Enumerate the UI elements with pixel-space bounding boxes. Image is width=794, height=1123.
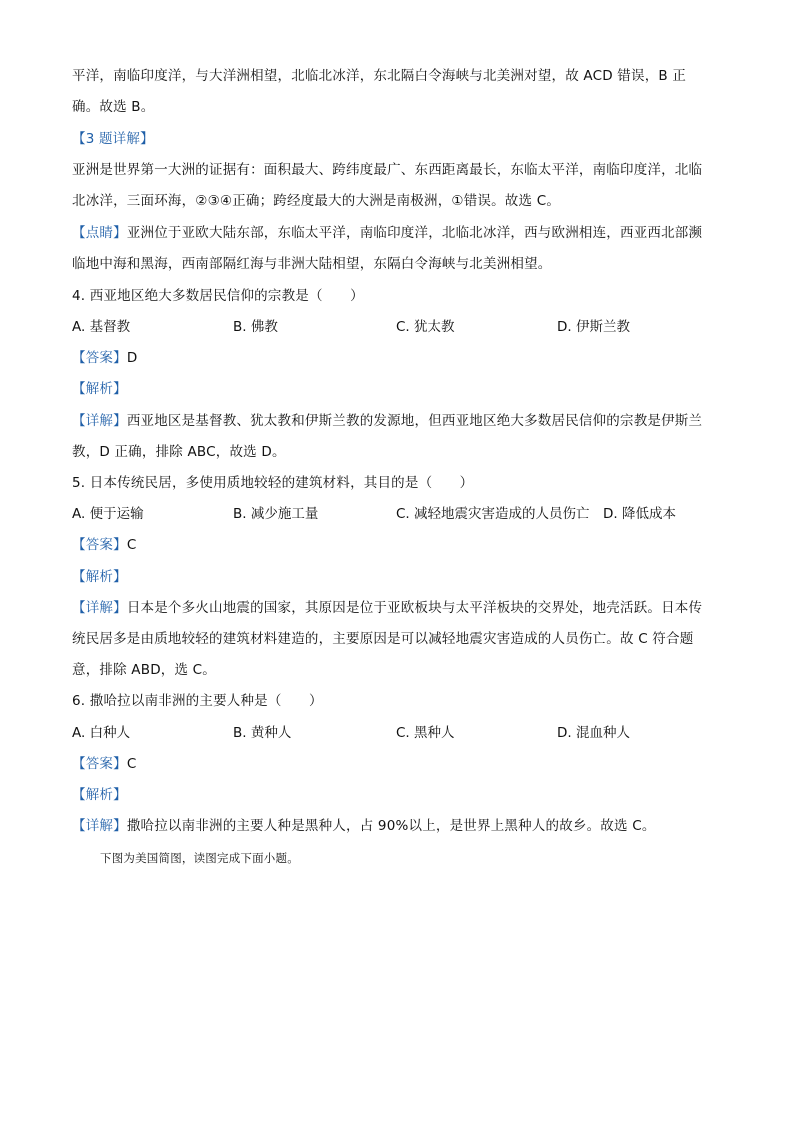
paragraph-line: 确。故选 B。 [72,99,155,115]
paragraph-line: 教，D 正确，排除 ABC，故选 D。 [72,444,286,460]
tip-text: 亚洲位于亚欧大陆东部，东临太平洋，南临印度洋，北临北冰洋，西与欧洲相连，西亚西北部濒 [126,225,703,241]
question-stem: 6. 撒哈拉以南非洲的主要人种是（ ） [72,693,323,709]
answer-line [72,535,136,555]
option-a: A. 白种人 [72,725,131,741]
detail-text: 日本是个多火山地震的国家，其原因是位于亚欧板块与太平洋板块的交界处，地壳活跃。日本传 [126,600,703,616]
detail-line [72,598,702,618]
section-tag: 【3 题详解】 [72,131,154,147]
answer-tag: 【答案】 [72,537,127,553]
answer-line [72,348,137,368]
paragraph-line: 平洋，南临印度洋，与大洋洲相望，北临北冰洋，东北隔白令海峡与北美洲对望，故 ACD 错误，B 正 [72,68,687,84]
tip-line [72,223,702,243]
paragraph-line: 亚洲是世界第一大洲的证据有：面积最大、跨纬度最广、东西距离最长，东临太平洋，南临印度洋，北临 [72,162,703,178]
analysis-tag: 【解析】 [72,787,127,803]
option-d: D. 混血种人 [557,725,630,741]
option-c: C. 犹太教 [396,319,455,335]
option-b: B. 黄种人 [233,725,292,741]
answer-value: C [126,537,137,553]
next-section-intro: 下图为美国简图，读图完成下面小题。 [100,851,299,865]
answer-value: D [126,350,138,366]
option-d: D. 伊斯兰教 [557,319,630,335]
detail-tag: 【详解】 [72,413,127,429]
detail-line [72,816,656,836]
option-c: C. 减轻地震灾害造成的人员伤亡 [396,506,590,522]
option-a: A. 基督教 [72,319,131,335]
paragraph-line: 北冰洋，三面环海，②③④正确；跨经度最大的大洲是南极洲，①错误。故选 C。 [72,193,561,209]
detail-tag: 【详解】 [72,600,127,616]
detail-text: 撒哈拉以南非洲的主要人种是黑种人，占 90%以上，是世界上黑种人的故乡。故选 C。 [126,818,656,834]
paragraph-line: 统民居多是由质地较轻的建筑材料建造的，主要原因是可以减轻地震灾害造成的人员伤亡。故 C 符合题 [72,631,694,647]
option-c: C. 黑种人 [396,725,455,741]
question-stem: 5. 日本传统民居，多使用质地较轻的建筑材料，其目的是（ ） [72,475,474,491]
answer-value: C [126,756,137,772]
tip-tag: 【点睛】 [72,225,127,241]
option-a: A. 便于运输 [72,506,144,522]
paragraph-line: 临地中海和黑海，西南部隔红海与非洲大陆相望，东隔白令海峡与北美洲相望。 [72,256,552,272]
answer-tag: 【答案】 [72,756,127,772]
detail-line [72,411,702,431]
detail-tag: 【详解】 [72,818,127,834]
option-b: B. 减少施工量 [233,506,319,522]
option-b: B. 佛教 [233,319,278,335]
analysis-tag: 【解析】 [72,381,127,397]
answer-line [72,754,136,774]
detail-text: 西亚地区是基督教、犹太教和伊斯兰教的发源地，但西亚地区绝大多数居民信仰的宗教是伊斯兰 [126,413,703,429]
answer-tag: 【答案】 [72,350,127,366]
analysis-tag: 【解析】 [72,569,127,585]
question-stem: 4. 西亚地区绝大多数居民信仰的宗教是（ ） [72,288,364,304]
paragraph-line: 意，排除 ABD，选 C。 [72,662,217,678]
option-d: D. 降低成本 [603,506,676,522]
